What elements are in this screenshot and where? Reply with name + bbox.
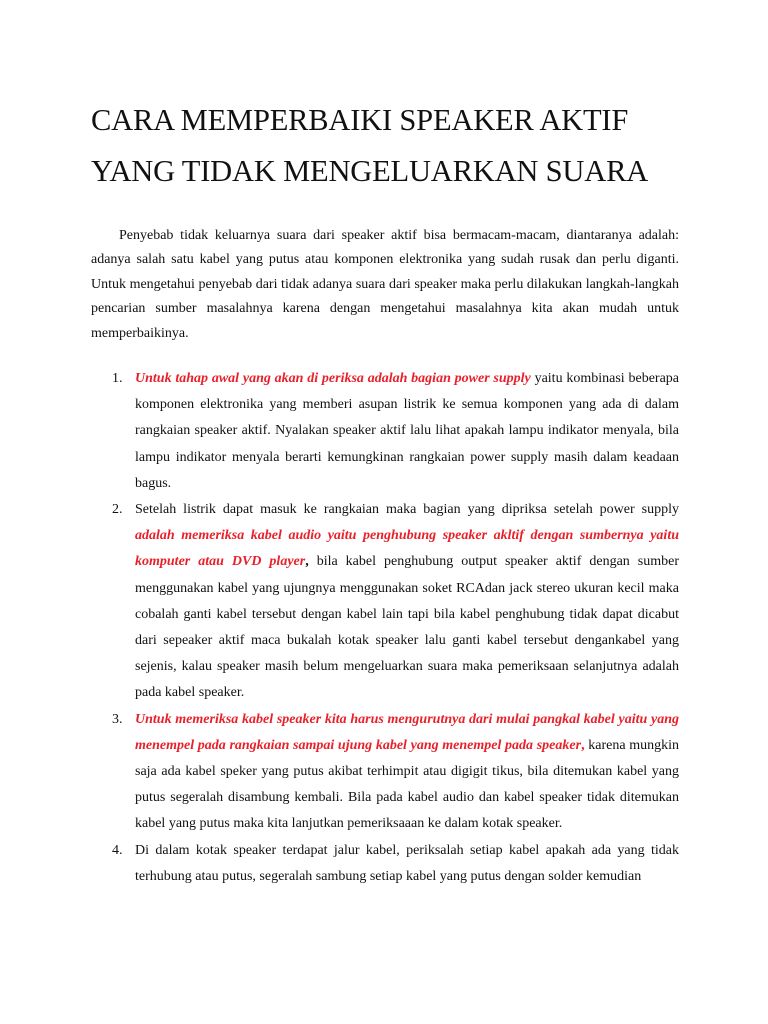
item-text-pre: Di dalam kotak speaker terdapat jalur kabel, periksalah setiap kabel apakah ada yang tidak terhubung atau putus, segeralah sambung setiap kabel yang putus dengan solder kemudian (135, 842, 679, 884)
list-item-2 (91, 497, 679, 707)
item-highlight: Untuk tahap awal yang akan di periksa adalah bagian power supply (135, 371, 531, 387)
list-item-1 (91, 366, 679, 497)
list-item-4 (91, 838, 679, 890)
item-punct: , (581, 737, 585, 753)
item-text-rest: karena mungkin saja ada kabel speker yang putus akibat terhimpit atau digigit tikus, bila ditemukan kabel yang putus segeralah disambung kembali. Bila pada kabel audio dan kabel speaker tidak ditemukan kabel yang putus maka kita lanjutkan pemeriksaaan ke dalam kotak speaker. (135, 737, 679, 832)
list-item-number: 1. (112, 371, 123, 387)
list-item-number: 2. (112, 502, 123, 518)
list-item-number: 4. (112, 842, 123, 858)
intro-paragraph: Penyebab tidak keluarnya suara dari speaker aktif bisa bermacam-macam, diantaranya adalah: adanya salah satu kabel yang putus atau komponen elektronika yang sudah rusak dan perlu diganti. Untuk mengetahui penyebab dari tidak adanya suara dari speaker maka perlu dilakukan langkah-langkah pencarian sumber masalahnya karena dengan mengetahui masalahnya kita akan mudah untuk memperbaikinya. (91, 228, 679, 341)
steps-list (91, 366, 679, 890)
title-line-1: CARA MEMPERBAIKI SPEAKER AKTIF (91, 103, 629, 137)
list-item-number: 3. (112, 711, 123, 727)
item-punct: , (305, 554, 309, 570)
document-page (91, 0, 679, 890)
document-title (91, 0, 679, 197)
list-item-3 (91, 707, 679, 838)
title-line-2: YANG TIDAK MENGELUARKAN SUARA (91, 154, 649, 188)
item-text-pre: Setelah listrik dapat masuk ke rangkaian maka bagian yang dipriksa setelah power supply (135, 502, 679, 518)
item-highlight: adalah memeriksa kabel audio yaitu penghubung speaker akltif dengan sumbernya yaitu komputer atau DVD player (135, 528, 679, 570)
item-highlight: Untuk memeriksa kabel speaker kita harus mengurutnya dari mulai pangkal kabel yaitu yang menempel pada rangkaian sampai ujung kabel yang menempel pada speaker (135, 711, 679, 753)
item-text-rest: bila kabel penghubung output speaker aktif dengan sumber menggunakan kabel yang ujungnya menggunakan soket RCAdan jack stereo ukuran kecil maka cobalah ganti kabel tersebut dengan kabel lain tapi bila kabel penghubung tidak dapat dicabut dari sepeaker aktif maca bukalah kotak speaker lalu ganti kabel tersebut dengankabel yang sejenis, kalau speaker masih belum mengeluarkan suara maka pemeriksaan selanjutnya adalah pada kabel speaker. (135, 554, 679, 701)
item-text-rest: yaitu kombinasi beberapa komponen elektronika yang memberi asupan listrik ke semua komponen yang ada di dalam rangkaian speaker aktif. Nyalakan speaker aktif lalu lihat apakah lampu indikator menyala, bila lampu indikator menyala berarti kemungkinan rangkaian power supply masih dalam keadaan bagus. (135, 371, 680, 491)
